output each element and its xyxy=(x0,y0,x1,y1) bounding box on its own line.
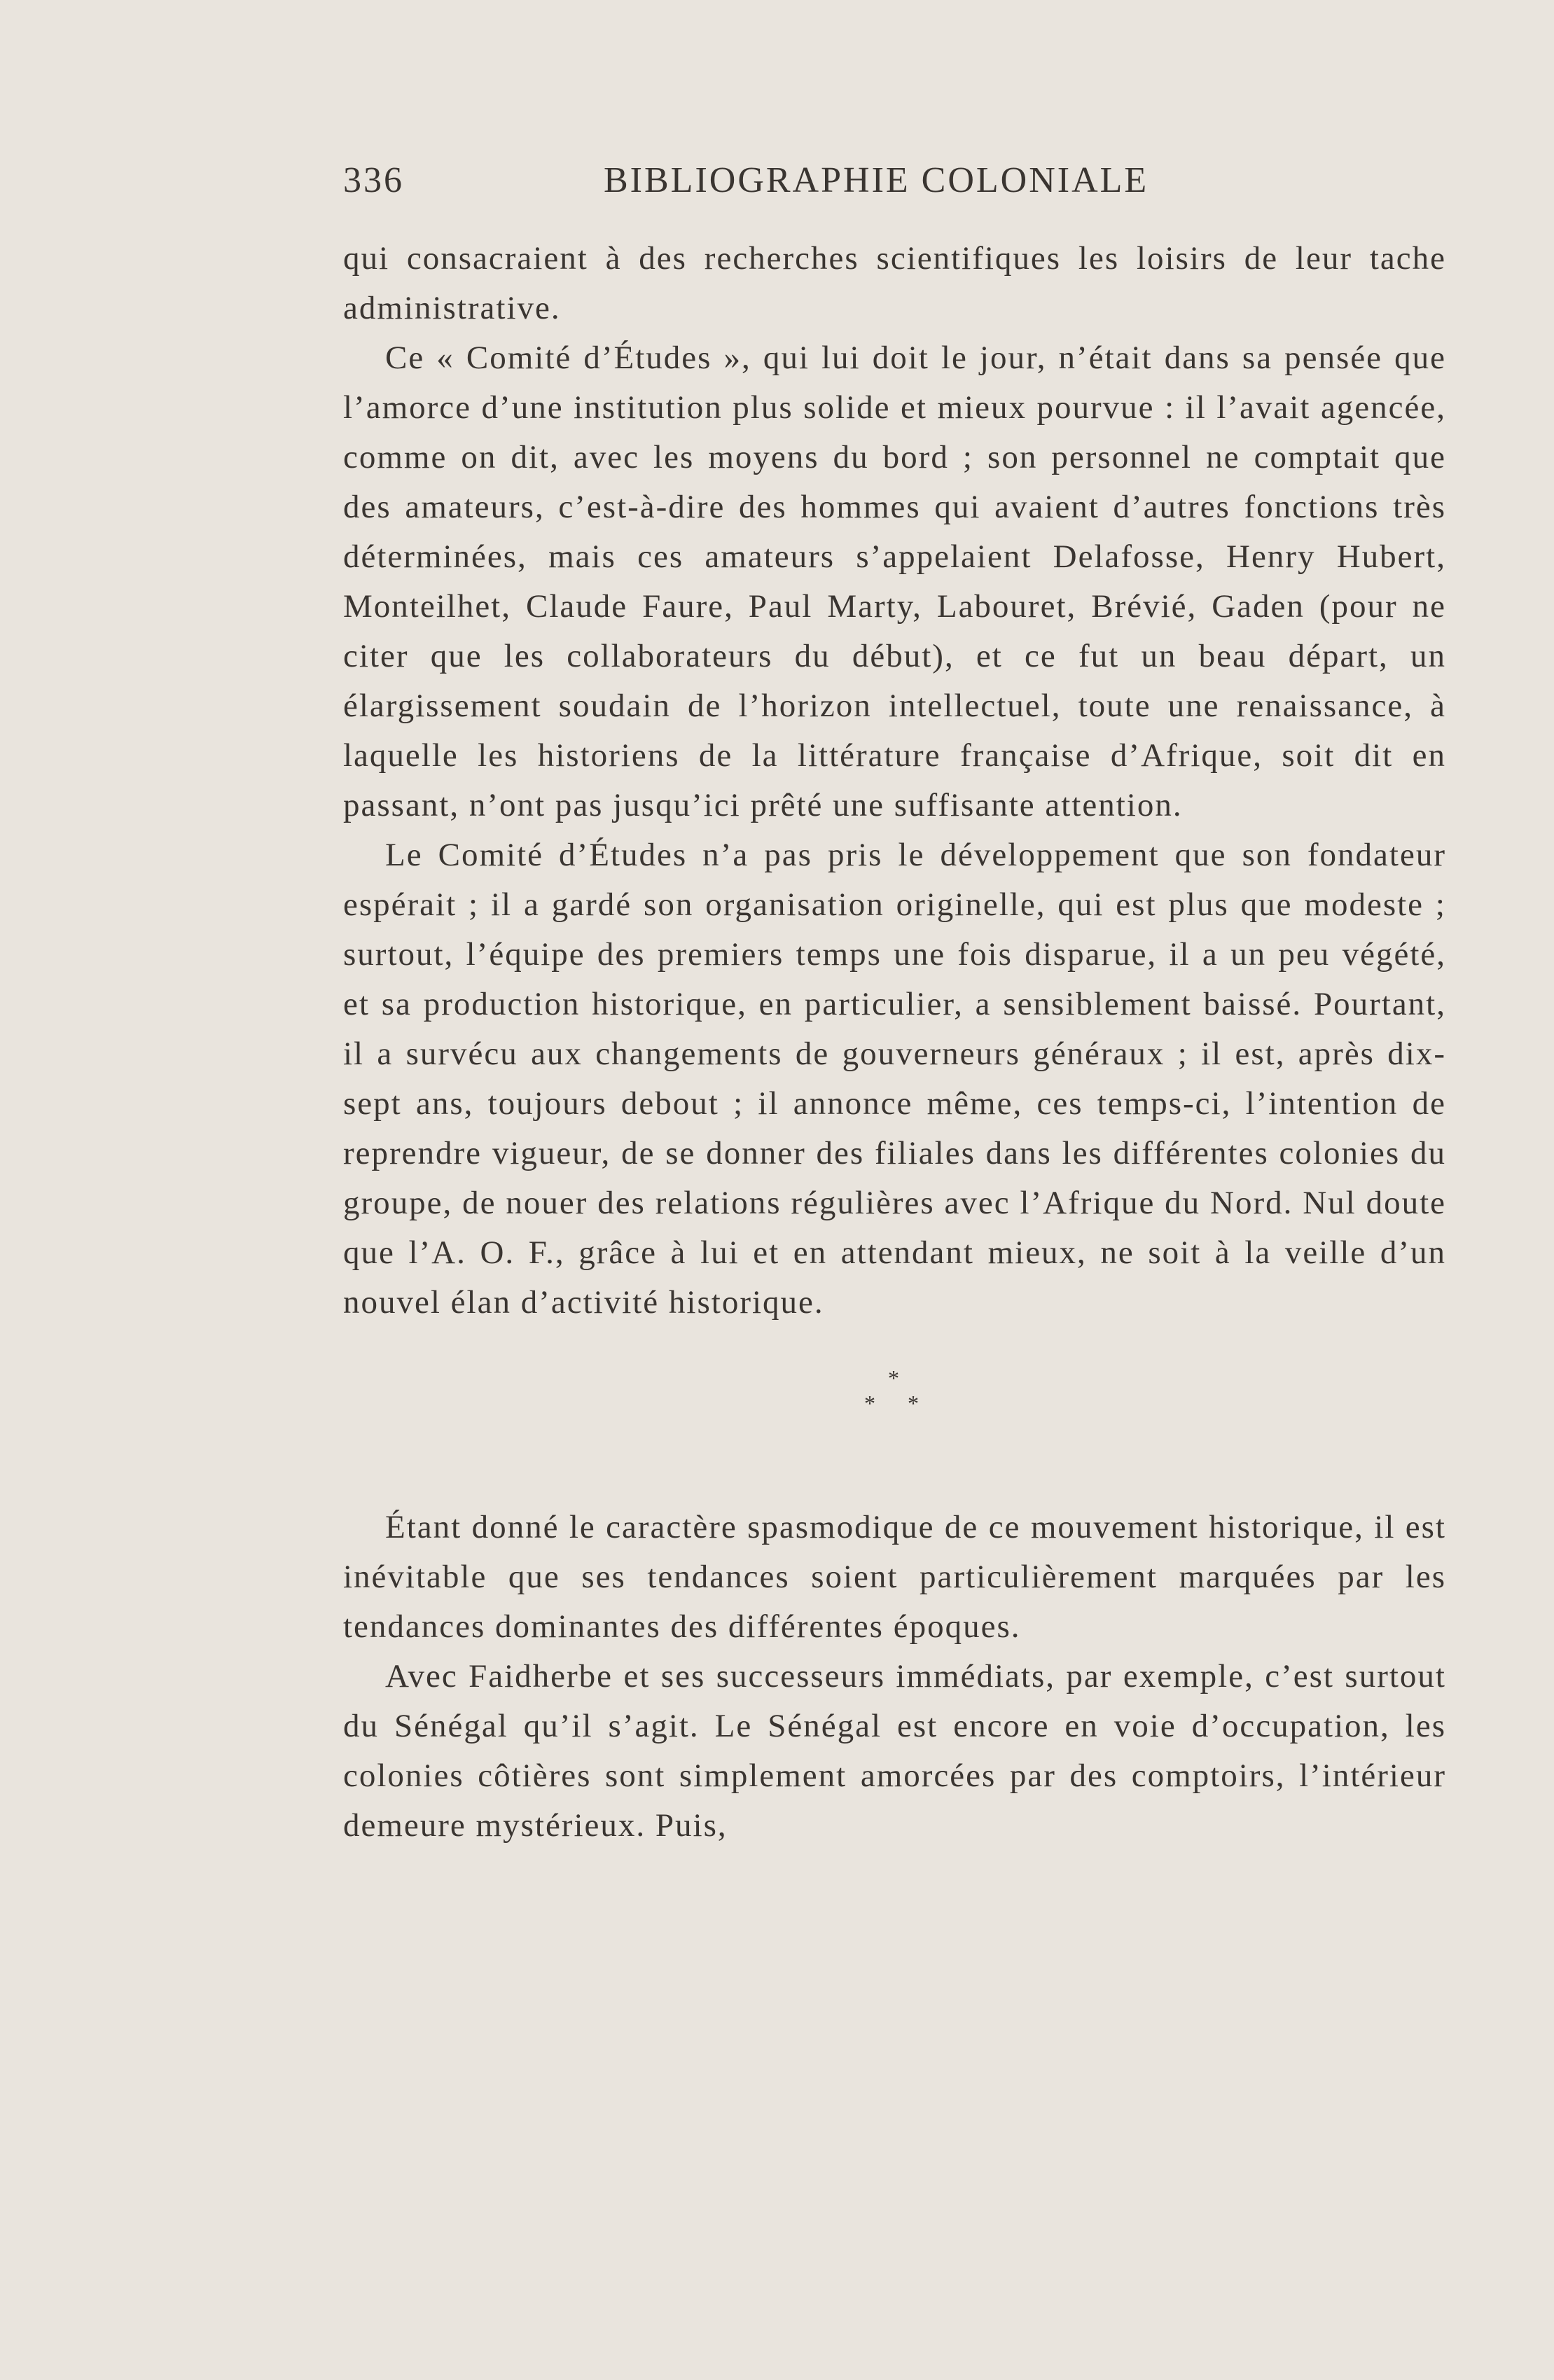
body-text xyxy=(343,234,1446,1851)
asterism-star-top: * xyxy=(888,1365,901,1391)
page-number: 336 xyxy=(343,160,404,200)
asterism-star-right: * xyxy=(908,1391,920,1416)
paragraph-1: qui consacraient à des recherches scientifiques les loisirs de leur tache administrative. xyxy=(343,240,1446,326)
paragraph-3: Le Comité d’Études n’a pas pris le développement que son fondateur espérait ; il a gardé son organisation originelle, qui est plus que modeste ; surtout, l’équipe des premiers temps une fois disparue, il a un peu végété, et sa production historique, en particulier, a sensiblement baissé. Pourtant, il a survécu aux changements de gouverneurs généraux ; il est, après dix-sept ans, toujours debout ; il annonce même, ces temps-ci, l’intention de reprendre vigueur, de se donner des filiales dans les différentes colonies du groupe, de nouer des relations régulières avec l’Afrique du Nord. Nul doute que l’A. O. F., grâce à lui et en attendant mieux, ne soit à la veille d’un nouvel élan d’activité historique. xyxy=(343,837,1446,1321)
paragraph-5: Avec Faidherbe et ses successeurs immédiats, par exemple, c’est surtout du Sénégal qu’il s’agit. Le Sénégal est encore en voie d’occupation, les colonies côtières sont simplement amorcées par des comptoirs, l’intérieur demeure mystérieux. Puis, xyxy=(343,1658,1446,1844)
section-separator xyxy=(343,1328,1446,1503)
asterism-star-left: * xyxy=(864,1391,877,1416)
paragraph-2: Ce « Comité d’Études », qui lui doit le jour, n’était dans sa pensée que l’amorce d’une institution plus solide et mieux pourvue : il l’avait agencée, comme on dit, avec les moyens du bord ; son personnel ne comptait que des amateurs, c’est-à-dire des hommes qui avaient d’autres fonctions très déterminées, mais ces amateurs s’appelaient Delafosse, Henry Hubert, Monteilhet, Claude Faure, Paul Marty, Labouret, Brévié, Gaden (pour ne citer que les collaborateurs du début), et ce fut un beau départ, un élargissement soudain de l’horizon intellectuel, toute une renaissance, à laquelle les historiens de la littérature française d’Afrique, soit dit en passant, n’ont pas jusqu’ici prêté une suffisante attention. xyxy=(343,340,1446,823)
running-title: BIBLIOGRAPHIE COLONIALE xyxy=(604,160,1149,200)
page-header xyxy=(343,160,1177,209)
paragraph-4: Étant donné le caractère spasmodique de ce mouvement historique, il est inévitable que ses tendances soient particulièrement marquées par les tendances dominantes des différentes époques. xyxy=(343,1509,1446,1645)
